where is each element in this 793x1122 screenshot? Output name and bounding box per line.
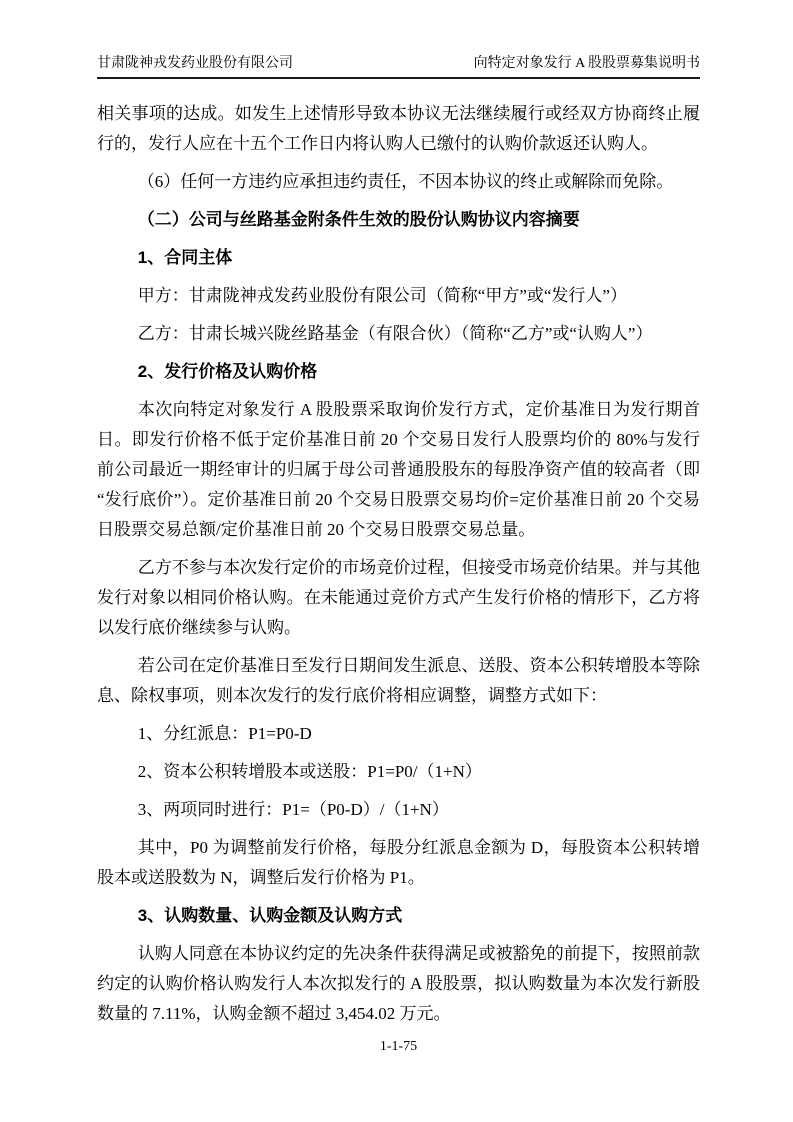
document-paragraph: 若公司在定价基准日至发行日期间发生派息、送股、资本公积转增股本等除息、除权事项，则本次发行的发行底价将相应调整，调整方式如下： [97, 656, 700, 705]
document-heading: 1、合同主体 [137, 248, 233, 267]
document-heading: （二）公司与丝路基金附条件生效的股份认购协议内容摘要 [137, 210, 580, 229]
document-paragraph: 其中，P0 为调整前发行价格，每股分红派息金额为 D，每股资本公积转增股本或送股数为 N，调整后发行价格为 P1。 [97, 838, 700, 887]
document-paragraph: （6）任何一方违约应承担违约责任，不因本协议的终止或解除而免除。 [137, 172, 674, 191]
page-number: 1-1-75 [379, 1039, 418, 1054]
page-footer [97, 1037, 700, 1057]
header-doc-title: 向特定对象发行 A 股股票募集说明书 [473, 56, 700, 71]
document-paragraph: 本次向特定对象发行 A 股股票采取询价发行方式，定价基准日为发行期首日。即发行价格不低于定价基准日前 20 个交易日发行人股票均价的 80%与发行前公司最近一期经审计的归属于母公司普通股股东的每股净资产值的较高者（即“发行底价”）。定价基准日前 20 个交易日股票交易均价=定价基准日前 20 个交易日股票交易总额/定价基准日前 20 个交易日股票交易总量。 [97, 400, 700, 539]
document-paragraph: 相关事项的达成。如发生上述情形导致本协议无法继续履行或经双方协商终止履行的，发行人应在十五个工作日内将认购人已缴付的认购价款返还认购人。 [97, 104, 700, 153]
document-body [97, 79, 700, 1029]
page-header [97, 54, 700, 79]
document-paragraph: 乙方不参与本次发行定价的市场竞价过程，但接受市场竞价结果。并与其他发行对象以相同价格认购。在未能通过竞价方式产生发行价格的情形下，乙方将以发行底价继续参与认购。 [97, 558, 700, 637]
document-heading: 3、认购数量、认购金额及认购方式 [137, 906, 403, 925]
document-paragraph: 甲方：甘肃陇神戎发药业股份有限公司（简称“甲方”或“发行人”） [137, 286, 627, 305]
document-heading: 2、发行价格及认购价格 [137, 362, 318, 381]
document-paragraph: 1、分红派息：P1=P0-D [137, 724, 312, 743]
document-paragraph: 3、两项同时进行：P1=（P0-D）/（1+N） [137, 800, 449, 819]
document-paragraph: 乙方：甘肃长城兴陇丝路基金（有限合伙）（简称“乙方”或“认购人”） [137, 324, 653, 343]
header-company-name: 甘肃陇神戎发药业股份有限公司 [97, 56, 293, 71]
document-paragraph: 认购人同意在本协议约定的先决条件获得满足或被豁免的前提下，按照前款约定的认购价格认购发行人本次拟发行的 A 股股票，拟认购数量为本次发行新股数量的 7.11%，认购金额不超过 3,454.02 万元。 [97, 944, 700, 1023]
document-paragraph: 2、资本公积转增股本或送股：P1=P0/（1+N） [137, 762, 482, 781]
